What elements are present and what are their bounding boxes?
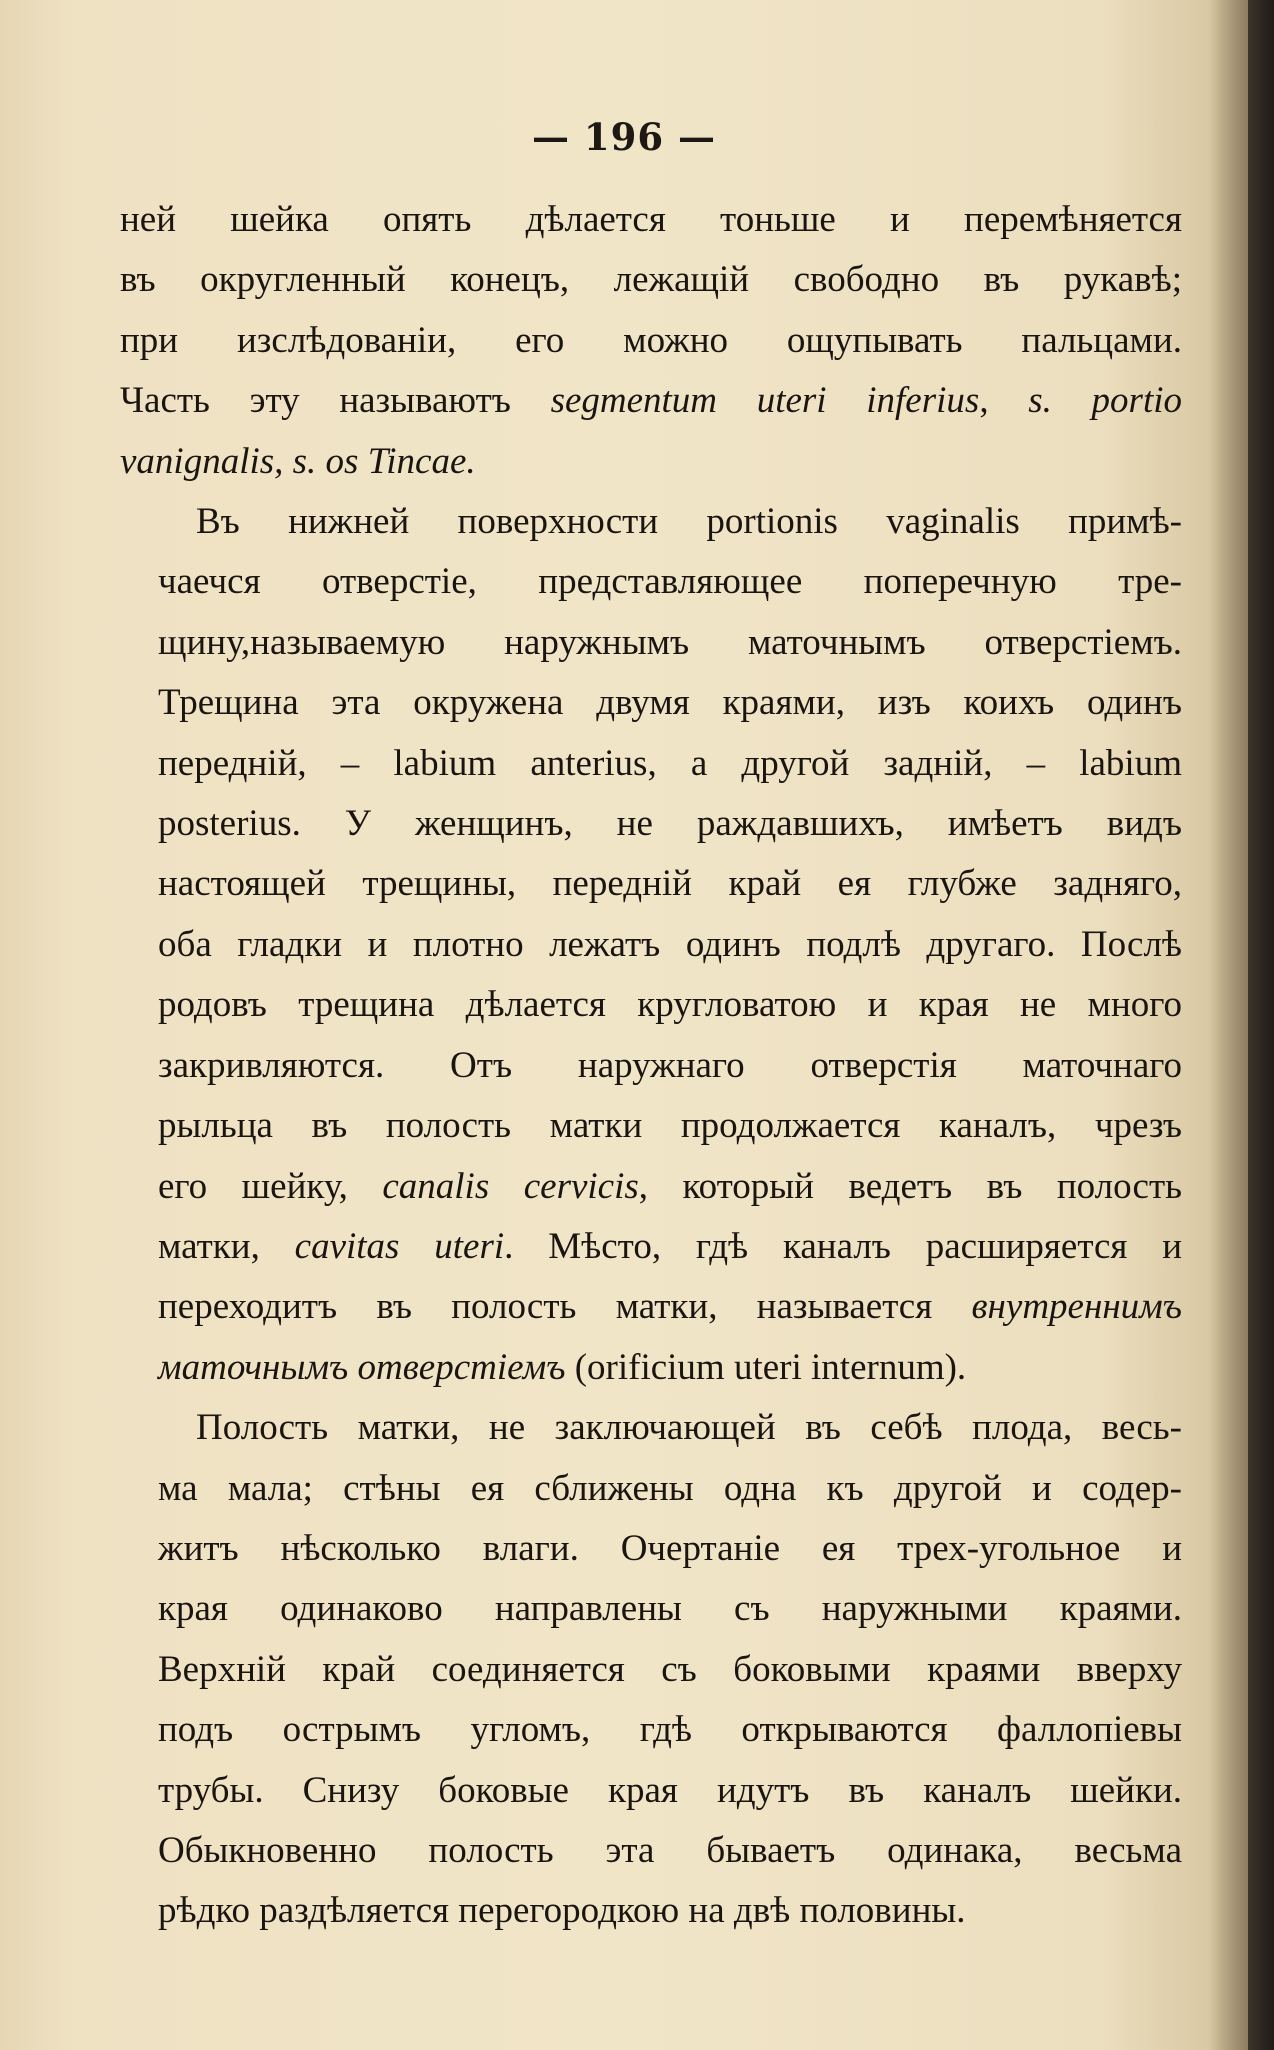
text-line (120, 250, 1182, 310)
text-span: матки, (158, 1225, 295, 1267)
text-span: Обыкновенно полость эта бываетъ одинака, весьма (158, 1829, 1182, 1871)
text-span: оба гладки и плотно лежатъ одинъ подлѣ другаго. Послѣ (158, 923, 1182, 965)
italic-text: маточнымъ отверстіемъ (158, 1346, 566, 1388)
text-span: края одинаково направлены съ наружными краями. (158, 1588, 1182, 1630)
text-line (120, 1217, 1182, 1277)
text-line (120, 1096, 1182, 1156)
text-span: рѣдко раздѣляется перегородкою на двѣ половины. (158, 1890, 966, 1932)
text-line (120, 432, 1182, 492)
text-line (120, 1761, 1182, 1821)
text-span: , который ведетъ въ полость (638, 1165, 1182, 1207)
text-span: ма мала; стѣны ея сближены одна къ другой и содер- (158, 1467, 1182, 1509)
italic-text: s. portio (1028, 380, 1183, 422)
text-span: Верхній край соединяется съ боковыми краями вверху (158, 1648, 1182, 1690)
page-number: — 196 — (532, 115, 716, 159)
text-line (120, 854, 1182, 914)
text-line (120, 613, 1182, 673)
text-span: Полость матки, не заключающей въ себѣ плода, весь- (196, 1407, 1182, 1449)
text-span: Въ нижней поверхности portionis vaginalis примѣ- (196, 501, 1182, 543)
text-line (120, 1640, 1182, 1700)
text-span: . Мѣсто, гдѣ каналъ расширяется и (504, 1225, 1183, 1267)
text-span: , (979, 380, 1029, 422)
text-span: закривляются. Отъ наружнаго отверстія маточнаго (158, 1044, 1182, 1086)
text-line (120, 492, 1182, 552)
text-line (120, 734, 1182, 794)
text-span: posterius. У женщинъ, не раждавшихъ, имѣетъ видъ (158, 803, 1182, 845)
text-line (120, 794, 1182, 854)
text-line (120, 975, 1182, 1035)
text-span: его шейку, (158, 1165, 383, 1207)
text-span: настоящей трещины, передній край ея глубже задняго, (158, 863, 1182, 905)
text-line (120, 1579, 1182, 1639)
text-line (120, 1459, 1182, 1519)
text-line (120, 1157, 1182, 1217)
text-span: (orificium uteri internum). (565, 1346, 967, 1388)
text-span: родовъ трещина дѣлается кругловатою и края не много (158, 984, 1182, 1026)
text-line (120, 915, 1182, 975)
text-line (120, 1821, 1182, 1881)
text-line (120, 1519, 1182, 1579)
page-gutter-shadow (1208, 0, 1248, 2050)
text-span: въ округленный конецъ, лежащій свободно въ рукавѣ; (120, 259, 1182, 301)
text-span: при изслѣдованіи, его можно ощупывать пальцами. (120, 319, 1182, 361)
paragraph (120, 1398, 1182, 1942)
text-span: Трещина эта окружена двумя краями, изъ коихъ одинъ (158, 682, 1182, 724)
text-line (120, 1277, 1182, 1337)
italic-text: внутреннимъ (971, 1286, 1182, 1328)
text-line (120, 311, 1182, 371)
text-span: трубы. Снизу боковые края идутъ въ каналъ шейки. (158, 1769, 1182, 1811)
text-line (120, 371, 1182, 431)
italic-text: vanignalis, s. os Tincae. (120, 440, 476, 482)
text-line (120, 1036, 1182, 1096)
body-text (120, 190, 1182, 1942)
text-span: передній, – labium anterius, а другой задній, – labium (158, 742, 1182, 784)
text-line (120, 1881, 1182, 1941)
paragraph (120, 190, 1182, 492)
text-line (120, 1338, 1182, 1398)
text-span: житъ нѣсколько влаги. Очертаніе ея трех-угольное и (158, 1527, 1182, 1569)
italic-text: canalis cervicis (382, 1165, 639, 1207)
text-span: Часть эту называютъ (120, 380, 551, 422)
text-span: рыльца въ полость матки продолжается каналъ, чрезъ (158, 1105, 1182, 1147)
text-line (120, 1700, 1182, 1760)
italic-text: cavitas uteri (294, 1225, 505, 1267)
scan-edge (1248, 0, 1274, 2050)
text-line (120, 1398, 1182, 1458)
text-span: чаечся отверстіе, представляющее поперечную тре- (158, 561, 1182, 603)
text-line (120, 552, 1182, 612)
text-span: подъ острымъ угломъ, гдѣ открываются фаллопіевы (158, 1709, 1182, 1751)
text-line (120, 673, 1182, 733)
text-span: переходитъ въ полость матки, называется (158, 1286, 972, 1328)
text-span: ней шейка опять дѣлается тоньше и перемѣняется (120, 199, 1182, 240)
paragraph (120, 492, 1182, 1398)
italic-text: segmentum uteri inferius (550, 380, 980, 422)
text-span: щину,называемую наружнымъ маточнымъ отверстіемъ. (158, 621, 1182, 663)
text-line (120, 190, 1182, 250)
